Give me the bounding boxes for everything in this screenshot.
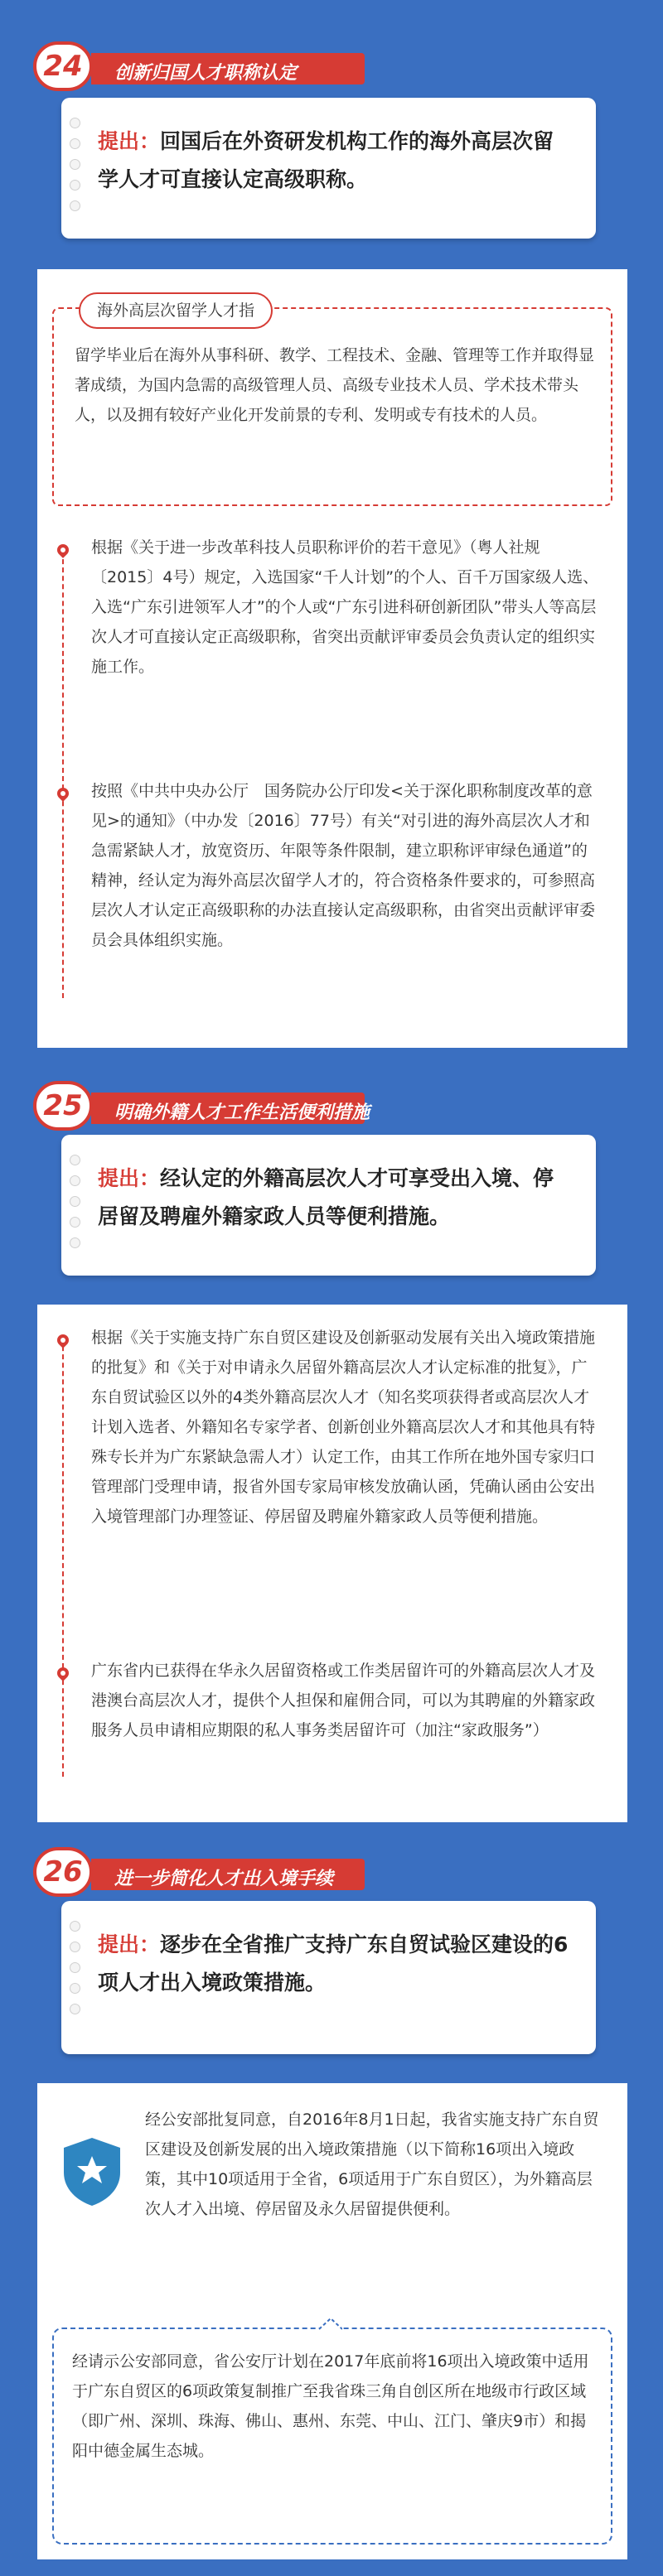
timeline-line <box>62 1338 64 1777</box>
section-25-number-badge <box>33 1081 93 1131</box>
binder-holes-icon <box>70 1921 81 2024</box>
timeline-line <box>62 551 64 998</box>
section-26-title-bar <box>91 1859 365 1890</box>
section-25-number: 25 <box>43 1089 83 1122</box>
section-24-title: 创新归国人才职称认定 <box>114 63 298 84</box>
section-24-proposal-card <box>61 98 596 239</box>
basis-text-1: 根据《关于实施支持广东自贸区建设及创新驱动发展有关出入境政策措施的批复》和《关于对申请永久居留外籍高层次人才认定标准的批复》，广东自贸试验区以外的4类外籍高层次人才（知名奖项获得者或高层次人才计划入选者、外籍知名专家学者、创新创业外籍高层次人才和其他具有特殊专长并为广东紧缺急需人才）认定工作，由其工作所在地外国专家归口管理部门受理申请，报省外国专家局审核发放确认函，凭确认函由公安出入境管理部门办理签证、停居留及聘雇外籍家政人员等便利措施。 <box>91 1329 596 1526</box>
section-25-header <box>33 1081 370 1131</box>
basis-text-2: 按照《中共中央办公厅 国务院办公厅印发<关于深化职称制度改革的意见>的通知》（中办发〔2016〕77号）有关“对引进的海外高层次人才和急需紧缺人才，放宽资历、年限等条件限制，建立职称评审绿色通道”的精神，经认定为海外高层次留学人才的，符合资格条件要求的，可参照高层次人才认定正高级职称的办法直接认定高级职称，由省突出贡献评审委员会具体组织实施。 <box>91 782 596 949</box>
location-pin-icon <box>55 1665 71 1681</box>
section-26-number-badge <box>33 1847 93 1897</box>
section-24-header <box>33 41 365 91</box>
section-26-number: 26 <box>43 1855 83 1889</box>
section-26-proposal-card <box>61 1901 596 2054</box>
section-26-title: 进一步简化人才出入境手续 <box>114 1869 334 1889</box>
section-25-title-bar <box>91 1093 370 1124</box>
box-pointer-icon <box>319 2317 342 2330</box>
section-25-panel <box>37 1305 627 1822</box>
measure-text-1: 经公安部批复同意，自2016年8月1日起，我省实施支持广东自贸区建设及创新发展的出入境政策措施（以下简称16项出入境政策，其中10项适用于全省，6项适用于广东自贸区），为外籍高层次人才入出境、停居留及永久居留提供便利。 <box>145 2110 599 2218</box>
shield-star-icon <box>59 2135 125 2209</box>
measure-text-2: 经请示公安部同意，省公安厅计划在2017年底前将16项出入境政策中适用于广东自贸区的6项政策复制推广至我省珠三角自创区所在地级市行政区域（即广州、深圳、珠海、佛山、惠州、东莞、中山、江门、肇庆9市）和揭阳中德金属生态城。 <box>72 2352 589 2460</box>
location-pin-icon <box>55 542 71 558</box>
basis-text-2: 广东省内已获得在华永久居留资格或工作类居留许可的外籍高层次人才及港澳台高层次人才，提供个人担保和雇佣合同，可以为其聘雇的外籍家政服务人员申请相应期限的私人事务类居留许可（加注“家政服务”） <box>91 1662 596 1739</box>
section-26-panel <box>37 2083 627 2559</box>
definition-label: 海外高层次留学人才指 <box>79 292 273 329</box>
section-24-number: 24 <box>43 50 83 83</box>
section-25-proposal: 提出：经认定的外籍高层次人才可享受出入境、停居留及聘雇外籍家政人员等便利措施。 <box>98 1166 554 1228</box>
section-26-proposal: 提出：逐步在全省推广支持广东自贸试验区建设的6项人才出入境政策措施。 <box>98 1932 569 1995</box>
definition-text: 留学毕业后在海外从事科研、教学、工程技术、金融、管理等工作并取得显著成绩，为国内急需的高级管理人员、高级专业技术人员、学术技术带头人，以及拥有较好产业化开发前景的专利、发明或专有技术的人员。 <box>75 346 595 424</box>
binder-holes-icon <box>70 118 81 221</box>
section-26-header <box>33 1847 365 1897</box>
section-24-title-bar <box>91 53 365 84</box>
location-pin-icon <box>55 785 71 802</box>
section-24-number-badge <box>33 41 93 91</box>
location-pin-icon <box>55 1332 71 1348</box>
section-24-proposal: 提出：回国后在外资研发机构工作的海外高层次留学人才可直接认定高级职称。 <box>98 129 554 191</box>
section-25-title: 明确外籍人才工作生活便利措施 <box>114 1102 370 1123</box>
binder-holes-icon <box>70 1155 81 1258</box>
section-24-panel <box>37 269 627 1048</box>
section-25-proposal-card <box>61 1135 596 1276</box>
basis-text-1: 根据《关于进一步改革科技人员职称评价的若干意见》（粤人社规〔2015〕4号）规定，入选国家“千人计划”的个人、百千万国家级人选、入选“广东引进领军人才”的个人或“广东引进科研创新团队”带头人等高层次人才可直接认定正高级职称，省突出贡献评审委员会负责认定的组织实施工作。 <box>91 538 599 676</box>
